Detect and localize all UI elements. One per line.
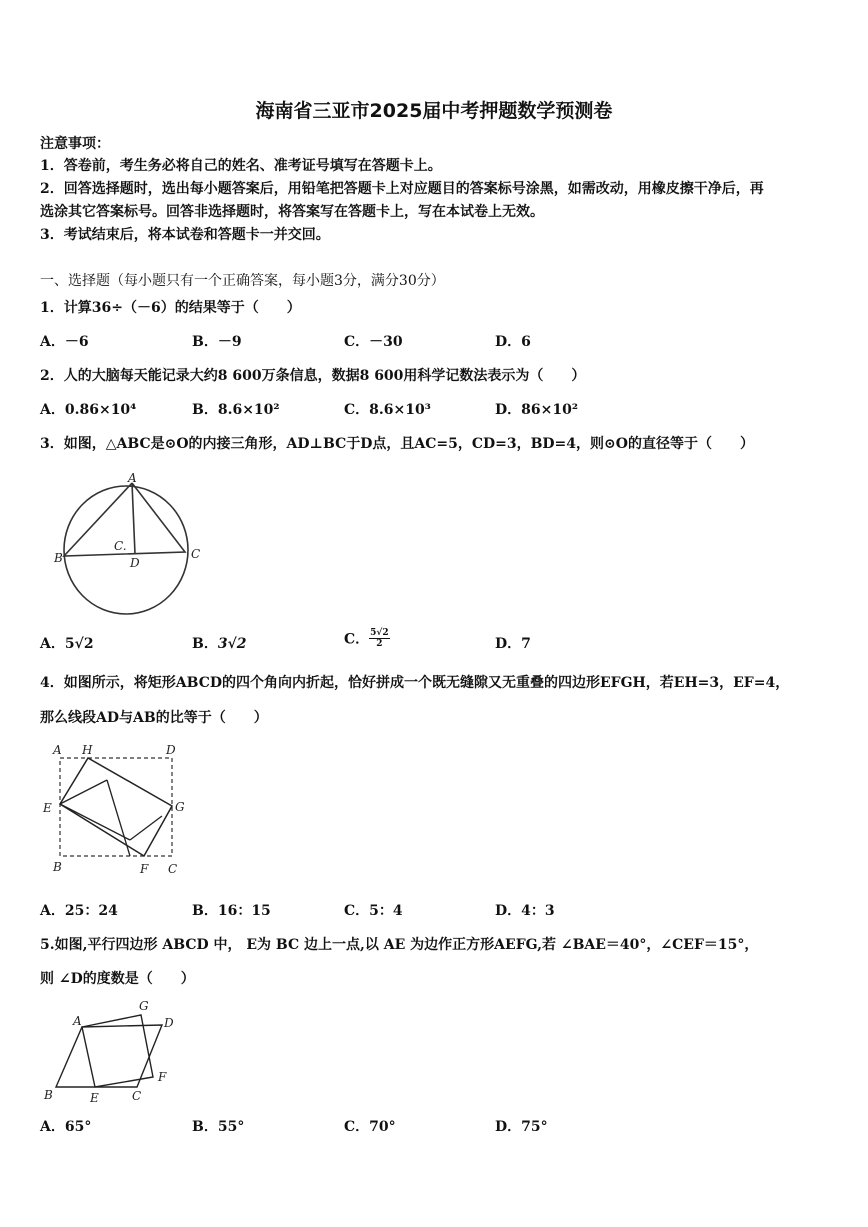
q5-label-d: D: [164, 1016, 174, 1030]
q1-option-c: C．－30: [344, 334, 403, 350]
question-3-stem: 3．如图，△ABC是⊙O的内接三角形，AD⊥BC于D点，且AC=5，CD=3，BD=4，则⊙O的直径等于（ ）: [40, 436, 754, 452]
question-1-stem: 1．计算36÷（－6）的结果等于（ ）: [40, 300, 301, 316]
q4-option-b: B．16：15: [192, 903, 271, 919]
q1-option-a: A．－6: [40, 334, 89, 350]
q3-circle-figure: [50, 470, 210, 615]
q2-option-c: C．8.6×10³: [344, 402, 431, 418]
question-5-stem-line1: 5.如图,平行四边形 ABCD 中， E为 BC 边上一点,以 AE 为边作正方形AEFG,若 ∠BAE＝40°，∠CEF＝15°，: [40, 937, 759, 953]
notice-item: 选涂其它答案标号。回答非选择题时，将答案写在答题卡上，写在本试卷上无效。: [40, 204, 544, 220]
q4-option-c: C．5：4: [344, 903, 403, 919]
q4-quad-efgh: [60, 758, 172, 856]
q3-label-c: C: [191, 547, 201, 561]
question-5-stem-line2: 则 ∠D的度数是（ ）: [40, 971, 195, 987]
q4-label-d: D: [166, 743, 176, 757]
question-2-stem: 2．人的大脑每天能记录大约8 600万条信息，数据8 600用科学记数法表示为（ ）: [40, 368, 586, 384]
q5-label-a: A: [73, 1014, 82, 1028]
q3-label-a: A: [128, 471, 137, 485]
q5-label-g: G: [139, 999, 149, 1013]
q2-option-a: A．0.86×10⁴: [40, 402, 137, 418]
q5-label-c: C: [132, 1089, 142, 1103]
page-title: 海南省三亚市2025届中考押题数学预测卷: [255, 100, 613, 122]
q5-label-b: B: [44, 1088, 53, 1102]
q3-option-a: A．5√2: [40, 636, 94, 652]
q3-option-d: D．7: [495, 636, 531, 652]
q4-rectangle-figure: [40, 740, 200, 880]
notice-item: 2．回答选择题时，选出每小题答案后，用铅笔把答题卡上对应题目的答案标号涂黑，如需改动，用橡皮擦干净后，再: [40, 181, 764, 197]
notice-heading: 注意事项：: [40, 136, 110, 152]
q2-option-b: B．8.6×10²: [192, 402, 280, 418]
q1-option-b: B．－9: [192, 334, 242, 350]
q5-label-e: E: [90, 1091, 99, 1105]
q4-rectangle-abcd: [60, 758, 172, 856]
q3-label-center: C.: [114, 539, 127, 553]
q2-option-d: D．86×10²: [495, 402, 578, 418]
q4-label-e: E: [43, 801, 52, 815]
q5-option-c: C．70°: [344, 1119, 396, 1135]
q4-label-f: F: [140, 862, 149, 876]
q3-label-b: B: [54, 551, 63, 565]
q1-option-d: D．6: [495, 334, 531, 350]
q5-option-d: D．75°: [495, 1119, 548, 1135]
q3-altitude: [132, 483, 135, 554]
q4-label-g: G: [175, 800, 185, 814]
q4-label-h: H: [82, 743, 93, 757]
notice-item: 1．答卷前，考生务必将自己的姓名、准考证号填写在答题卡上。: [40, 158, 442, 174]
question-4-stem-line1: 4．如图所示，将矩形ABCD的四个角向内折起，恰好拼成一个既无缝隙又无重叠的四边形EFGH，若EH=3，EF=4，: [40, 675, 790, 691]
q4-option-d: D．4：3: [495, 903, 555, 919]
q5-option-a: A．65°: [40, 1119, 92, 1135]
q4-option-a: A．25：24: [40, 903, 118, 919]
q3-label-d: D: [130, 556, 140, 570]
notice-item: 3．考试结束后，将本试卷和答题卡一并交回。: [40, 227, 330, 243]
q5-parallelogram-figure: [40, 995, 190, 1110]
q3-option-b: B．3√2: [192, 636, 247, 652]
q3-option-c: C． $\frac{5√2}{2}$: [344, 628, 389, 649]
section-heading: 一、选择题（每小题只有一个正确答案，每小题3分，满分30分）: [40, 273, 445, 289]
q5-option-b: B．55°: [192, 1119, 245, 1135]
q5-label-f: F: [158, 1070, 167, 1084]
question-4-stem-line2: 那么线段AD与AB的比等于（ ）: [40, 710, 268, 726]
q4-label-b: B: [53, 860, 62, 874]
q4-label-c: C: [168, 862, 178, 876]
q4-label-a: A: [53, 743, 62, 757]
